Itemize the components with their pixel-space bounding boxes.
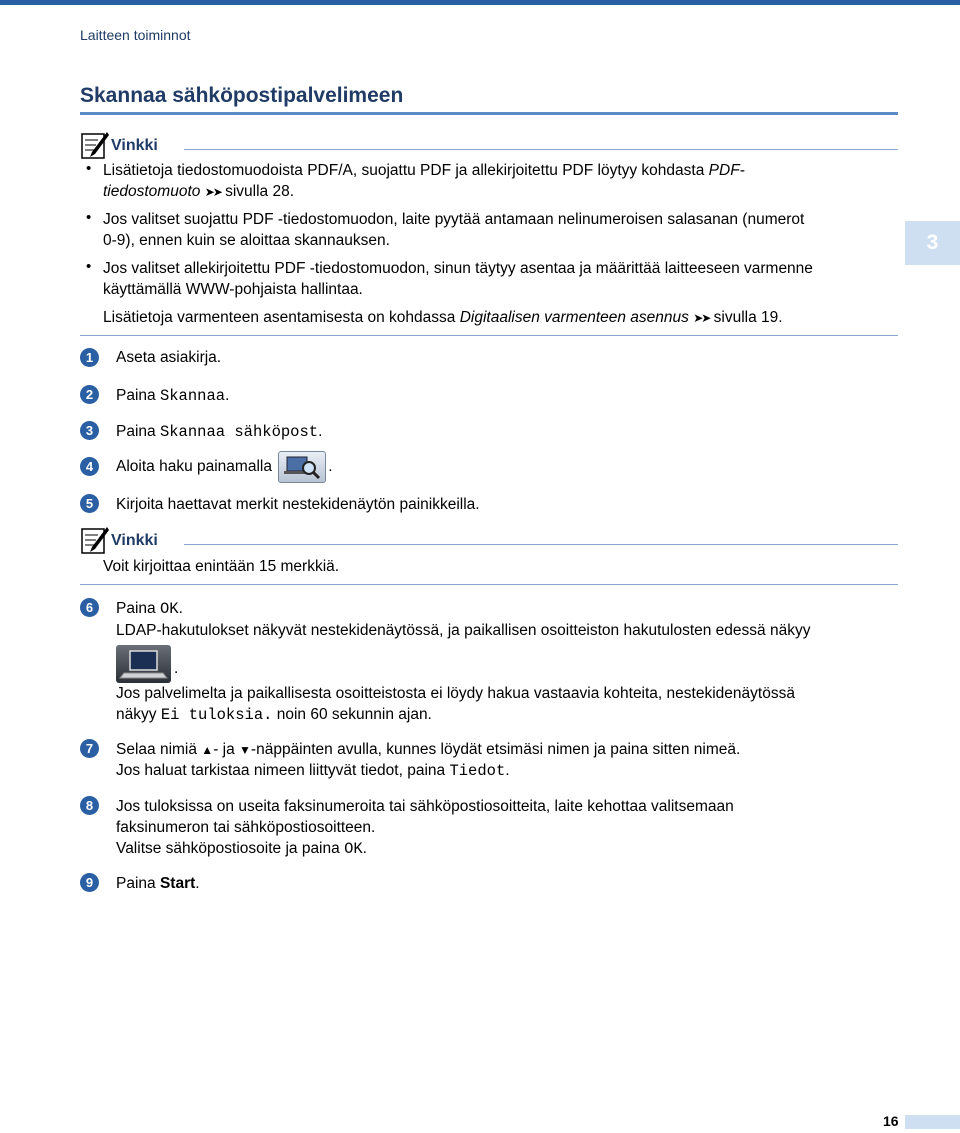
step-number-badge: 2 xyxy=(80,385,99,404)
step-8-line3: Valitse sähköpostiosoite ja paina OK. xyxy=(116,840,367,858)
note-pencil-icon xyxy=(80,130,110,160)
step-7-line2: Jos haluat tarkistaa nimeen liittyvät tiedot, paina Tiedot. xyxy=(116,762,510,780)
step-number-badge: 3 xyxy=(80,421,99,440)
bullet-icon: • xyxy=(86,258,92,275)
button-name: OK xyxy=(344,840,363,858)
note-header xyxy=(80,525,898,557)
page-number-bar xyxy=(905,1115,960,1129)
button-name: OK xyxy=(159,600,179,618)
note1-bullet1-line1: Lisätietoja tiedostomuodoista PDF/A, suojattu PDF ja allekirjoitettu PDF löytyy kohdasta PDF- xyxy=(103,162,745,179)
chapter-tab: 3 xyxy=(905,221,960,265)
note1-bullet3-line2: käyttämällä WWW-pohjaista hallintaa. xyxy=(103,281,363,298)
note1-paragraph: Lisätietoja varmenteen asentamisesta on kohdassa Digitaalisen varmenteen asennus ➤➤ sivulla 19. xyxy=(103,309,783,326)
step-9-text: Paina Start. xyxy=(116,875,200,892)
step-number-badge: 6 xyxy=(80,598,99,617)
step-8-line2: faksinumeron tai sähköpostiosoitteen. xyxy=(116,819,376,836)
note2-text: Voit kirjoittaa enintään 15 merkkiä. xyxy=(103,558,340,575)
note1-bullet2-line1: Jos valitset suojattu PDF -tiedostomuodon, laite pyytää antamaan nelinumeroisen salasanan (numerot xyxy=(103,211,805,228)
button-name: Tiedot xyxy=(449,762,506,780)
step-5-text: Kirjoita haettavat merkit nestekidenäytön painikkeilla. xyxy=(116,496,480,513)
step-6-line3: . xyxy=(174,660,179,677)
step-6-line4: Jos palvelimelta ja paikallisesta osoitteistosta ei löydy hakua vastaavia kohteita, nestekidenäytössä xyxy=(116,685,795,702)
local-address-book-icon xyxy=(116,645,171,683)
step-6-line2: LDAP-hakutulokset näkyvät nestekidenäytössä, ja paikallisen osoitteiston hakutulosten edessä näkyy xyxy=(116,622,811,639)
running-header: Laitteen toiminnot xyxy=(80,27,191,43)
step-number-badge: 7 xyxy=(80,739,99,758)
step-number-badge: 5 xyxy=(80,494,99,513)
lcd-message: Ei tuloksia. xyxy=(160,706,273,724)
step-4-text: Aloita haku painamalla . xyxy=(116,451,333,483)
search-button-icon xyxy=(278,451,326,483)
step-1-text: Aseta asiakirja. xyxy=(116,349,222,366)
step-7-line1: Selaa nimiä ▲- ja ▼-näppäinten avulla, kunnes löydät etsimäsi nimen ja paina sitten nimeä. xyxy=(116,741,741,758)
title-rule xyxy=(80,112,898,115)
note-label: Vinkki xyxy=(111,137,158,154)
double-arrow-icon: ➤➤ xyxy=(204,185,221,199)
step-2-text: Paina Skannaa. xyxy=(116,387,230,405)
button-name: Skannaa sähköpost xyxy=(159,423,319,441)
note-label: Vinkki xyxy=(111,532,158,549)
laptop-icon xyxy=(116,645,171,683)
up-arrow-icon: ▲ xyxy=(201,743,214,757)
note-rule xyxy=(184,544,898,545)
note1-bullet2-line2: 0-9), ennen kuin se aloittaa skannauksen. xyxy=(103,232,390,249)
step-number-badge: 4 xyxy=(80,457,99,476)
step-3-text: Paina Skannaa sähköpost. xyxy=(116,423,323,441)
step-number-badge: 1 xyxy=(80,348,99,367)
step-6-line5: näkyy Ei tuloksia. noin 60 sekunnin ajan. xyxy=(116,706,432,724)
magnifier-icon xyxy=(279,452,325,482)
double-arrow-icon: ➤➤ xyxy=(693,311,710,325)
step-number-badge: 9 xyxy=(80,873,99,892)
step-6-line1: Paina OK. xyxy=(116,600,183,618)
section-title: Skannaa sähköpostipalvelimeen xyxy=(80,84,404,107)
note-pencil-icon xyxy=(80,525,110,555)
note-end-rule xyxy=(80,584,898,585)
step-number-badge: 8 xyxy=(80,796,99,815)
bullet-icon: • xyxy=(86,160,92,177)
note1-bullet1-line2: tiedostomuoto ➤➤ sivulla 28. xyxy=(103,183,295,200)
down-arrow-icon: ▼ xyxy=(239,743,251,757)
note-header xyxy=(80,130,898,162)
top-rule xyxy=(0,0,960,5)
bullet-icon: • xyxy=(86,209,92,226)
button-name: Skannaa xyxy=(159,387,226,405)
button-name: Start xyxy=(159,875,196,892)
note1-bullet3-line1: Jos valitset allekirjoitettu PDF -tiedostomuodon, sinun täytyy asentaa ja määrittää laitteeseen varmenne xyxy=(103,260,813,277)
note-end-rule xyxy=(80,335,898,336)
page-number: 16 xyxy=(883,1113,899,1129)
step-8-line1: Jos tuloksissa on useita faksinumeroita tai sähköpostiosoitteita, laite kehottaa valitsemaan xyxy=(116,798,734,815)
note-rule xyxy=(184,149,898,150)
